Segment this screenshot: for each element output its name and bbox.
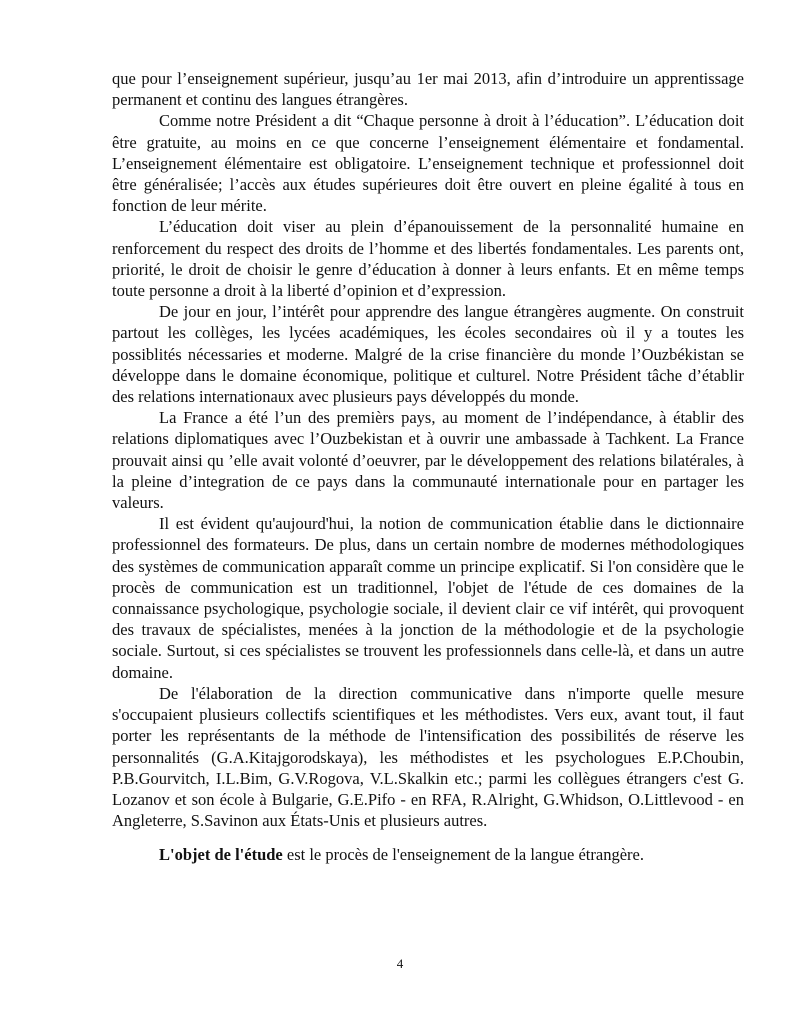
study-object-paragraph (112, 844, 744, 865)
paragraph-7: De l'élaboration de la direction communicative dans n'importe quelle mesure s'occupaient plusieurs collectifs scientifiques et les méthodistes. Vers eux, avant tout, il faut porter les représentants de la méthode de l'intensification des possibilités de réserve les personnalités (G.A.Kitajgorodskaya), les méthodistes et les psychologues E.P.Choubin, P.B.Gourvitch, I.L.Bim, G.V.Rogova, V.L.Skalkin etc.; parmi les collègues étrangers c'est G. Lozanov et son école à Bulgarie, G.E.Pifo - en RFA, R.Alright, G.Whidson, O.Littlevood - en Angleterre, S.Savinon aux États-Unis et plusieurs autres. (112, 683, 744, 831)
paragraph-1: que pour l’enseignement supérieur, jusqu’au 1er mai 2013, afin d’introduire un apprentissage permanent et continu des langues étrangères. (112, 69, 744, 110)
document-body (112, 68, 744, 866)
paragraph-6: Il est évident qu'aujourd'hui, la notion de communication établie dans le dictionnaire professionnel des formateurs. De plus, dans un certain nombre de modernes méthodologiques des systèmes de communication apparaît comme un principe explicatif. Si l'on considère que le procès de communication est un traditionnel, l'objet de l'étude de ces domaines de la connaissance psychologique, psychologie sociale, il devient clair ce vif intérêt, qui provoquent des travaux de spécialistes, menées à la jonction de la méthodologie et de la psychologie sociale. Surtout, si ces spécialistes se trouvent les professionnels dans celle-là, et dans un autre domaine. (112, 514, 744, 682)
paragraph-5: La France a été l’un des premièrs pays, au moment de l’indépendance, à établir des relations diplomatiques avec l’Ouzbekistan et à ouvrir une ambassade à Tachkent. La France prouvait ainsi qu ’elle avait volonté d’oeuvrer, par le développement des relations bilatérales, à la pleine d’integration de ce pays dans la communauté internationale pour en partager les valeurs. (112, 408, 744, 513)
paragraph-3: L’éducation doit viser au plein d’épanouissement de la personnalité humaine en renforcement du respect des droits de l’homme et des libertés fondamentales. Les parents ont, priorité, le droit de choisir le genre d’éducation à donner à leurs enfants. Et en même temps toute personne a droit à la liberté d’opinion et d’expression. (112, 217, 744, 301)
page-number: 4 (396, 956, 404, 971)
study-object-label: L'objet de l'étude (159, 845, 283, 865)
paragraph-4: De jour en jour, l’intérêt pour apprendre des langue étrangères augmente. On construit partout les collèges, les lycées académiques, les écoles secondaires où il y a toutes les possiblités nécessaries et moderne. Malgré de la crise financière du monde l’Ouzbékistan se développe dans le domaine économique, politique et culturel. Notre Président tâche d’établir des relations internationaux avec plusieurs pays développés du monde. (112, 302, 744, 407)
paragraph-2: Comme notre Président a dit “Chaque personne à droit à l’éducation”. L’éducation doit être gratuite, au moins en ce que concerne l’enseignement élémentaire et fondamental. L’enseignement élémentaire est obligatoire. L’enseignement technique et professionnel doit être généralisée; l’accès aux études supérieures doit être ouvert en pleine égalité à tous en fonction de leur mérite. (112, 111, 744, 216)
study-object-text: est le procès de l'enseignement de la langue étrangère. (282, 845, 644, 865)
